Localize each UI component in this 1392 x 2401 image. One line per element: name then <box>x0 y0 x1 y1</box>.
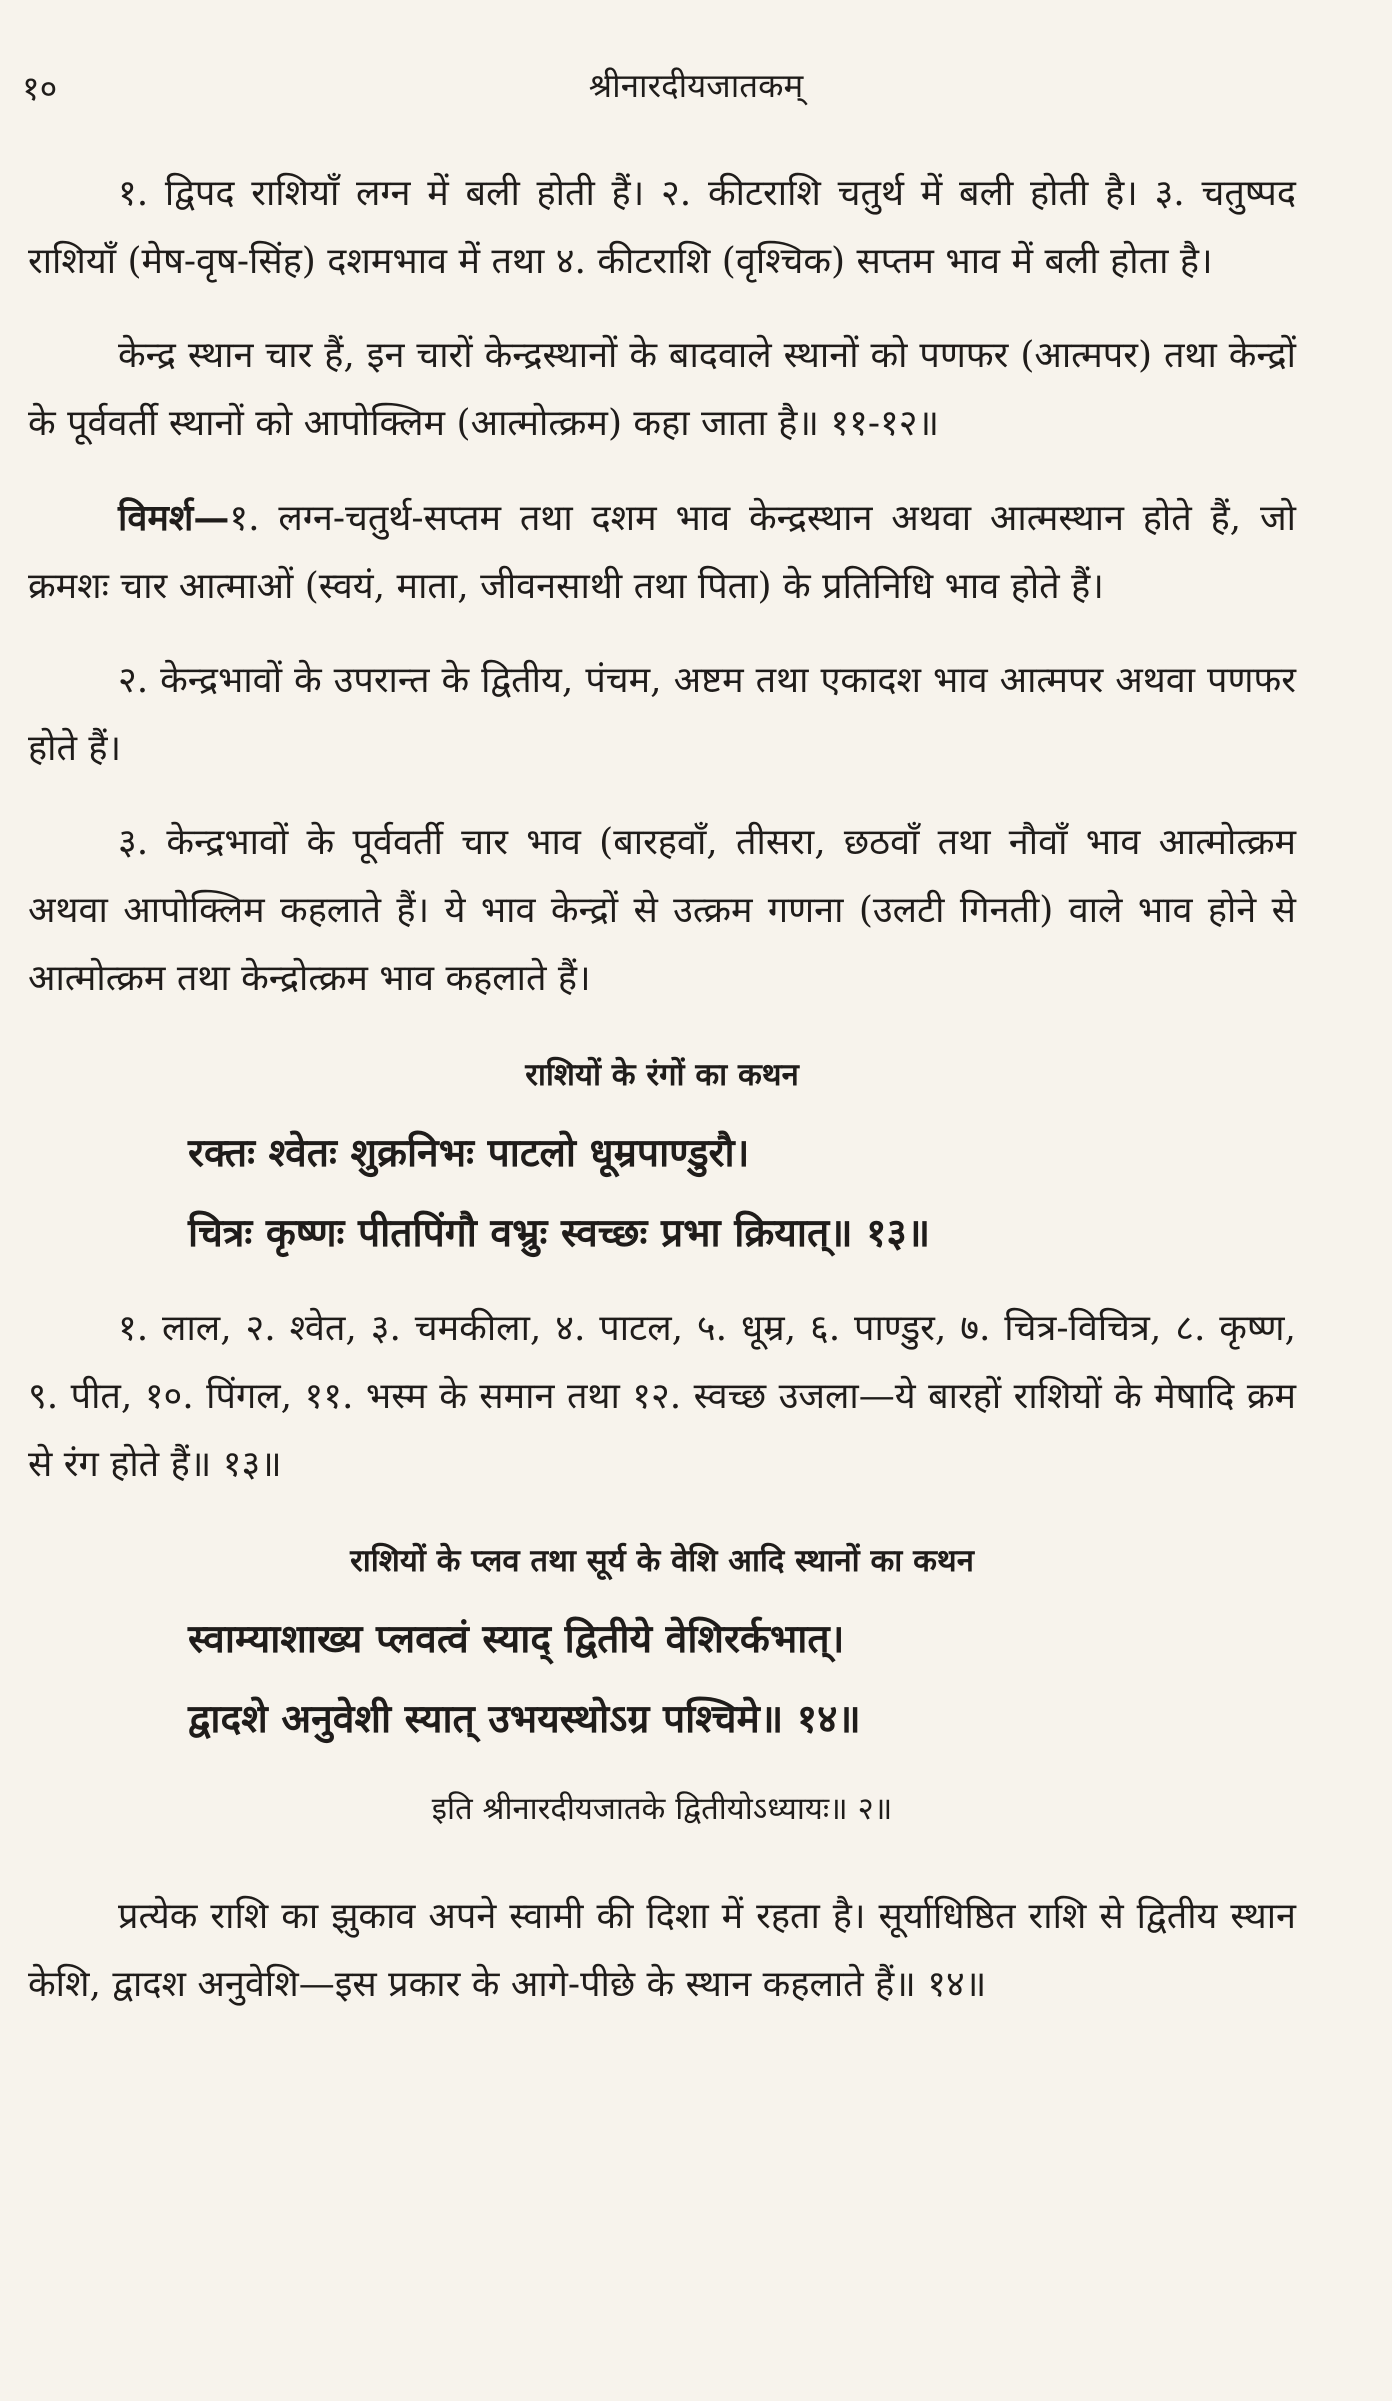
paragraph-apoklima: ३. केन्द्रभावों के पूर्ववर्ती चार भाव (बारहवाँ, तीसरा, छठवाँ तथा नौवाँ भाव आत्मोत्क्रम अथवा आपोक्लिम कहलाते हैं। ये भाव केन्द्रों से उत्क्रम गणना (उलटी गिनती) वाले भाव होने से आत्मोत्क्रम तथा केन्द्रोत्क्रम भाव कहलाते हैं। <box>28 822 1296 999</box>
verse-14 <box>28 1599 1296 1759</box>
chapter-colophon: इति श्रीनारदीयजातके द्वितीयोऽध्यायः॥ २॥ <box>431 1791 893 1827</box>
verse-14-line-2: द्वादशे अनुवेशी स्यात् उभयस्थोऽग्र पश्चिमे॥ १४॥ <box>188 1696 861 1742</box>
paragraph-panaphara: २. केन्द्रभावों के उपरान्त के द्वितीय, पंचम, अष्टम तथा एकादश भाव आत्मपर अथवा पणफर होते हैं। <box>28 660 1296 769</box>
section-heading-colours: राशियों के रंगों का कथन <box>525 1057 799 1093</box>
verse-13-line-1: रक्तः श्वेतः शुक्रनिभः पाटलो धूम्रपाण्डुरौ। <box>188 1130 750 1176</box>
section-heading-plava: राशियों के प्लव तथा सूर्य के वेशि आदि स्थानों का कथन <box>350 1543 974 1579</box>
vimarsha-text: १. लग्न-चतुर्थ-सप्तम तथा दशम भाव केन्द्रस्थान अथवा आत्मस्थान होते हैं, जो क्रमशः चार आत्माओं (स्वयं, माता, जीवनसाथी तथा पिता) के प्रतिनिधि भाव होते हैं। <box>28 498 1296 607</box>
paragraph-plava-commentary: प्रत्येक राशि का झुकाव अपने स्वामी की दिशा में रहता है। सूर्याधिष्ठित राशि से द्वितीय स्थान केशि, द्वादश अनुवेशि—इस प्रकार के आगे-पीछे के स्थान कहलाते हैं॥ १४॥ <box>28 1896 1296 2005</box>
paragraph-strong-signs: १. द्विपद राशियाँ लग्न में बली होती हैं। २. कीटराशि चतुर्थ में बली होती है। ३. चतुष्पद राशियाँ (मेष-वृष-सिंह) दशमभाव में तथा ४. कीटराशि (वृश्चिक) सप्तम भाव में बली होता है। <box>28 173 1296 282</box>
paragraph-vimarsha <box>28 484 1296 621</box>
verse-13-line-2: चित्रः कृष्णः पीतपिंगौ वभ्रुः स्वच्छः प्रभा क्रियात्॥ १३॥ <box>188 1210 931 1256</box>
paragraph-colours-commentary: १. लाल, २. श्वेत, ३. चमकीला, ४. पाटल, ५. धूम्र, ६. पाण्डुर, ७. चित्र-विचित्र, ८. कृष्ण, ९. पीत, १०. पिंगल, ११. भस्म के समान तथा १२. स्वच्छ उजला—ये बारहों राशियों के मेषादि क्रम से रंग होते हैं॥ १३॥ <box>28 1308 1296 1485</box>
page-body <box>28 160 1296 2045</box>
running-title: श्रीनारदीयजातकम् <box>588 66 804 105</box>
vimarsha-label: विमर्श— <box>118 497 230 539</box>
verse-13 <box>28 1113 1296 1273</box>
page-number: १० <box>22 69 58 109</box>
page-header <box>0 58 1392 118</box>
verse-14-line-1: स्वाम्याशाख्य प्लवत्वं स्याद् द्वितीये वेशिरर्कभात्। <box>188 1616 845 1662</box>
paragraph-kendra-places: केन्द्र स्थान चार हैं, इन चारों केन्द्रस्थानों के बादवाले स्थानों को पणफर (आत्मपर) तथा केन्द्रों के पूर्ववर्ती स्थानों को आपोक्लिम (आत्मोत्क्रम) कहा जाता है॥ ११-१२॥ <box>28 335 1296 444</box>
